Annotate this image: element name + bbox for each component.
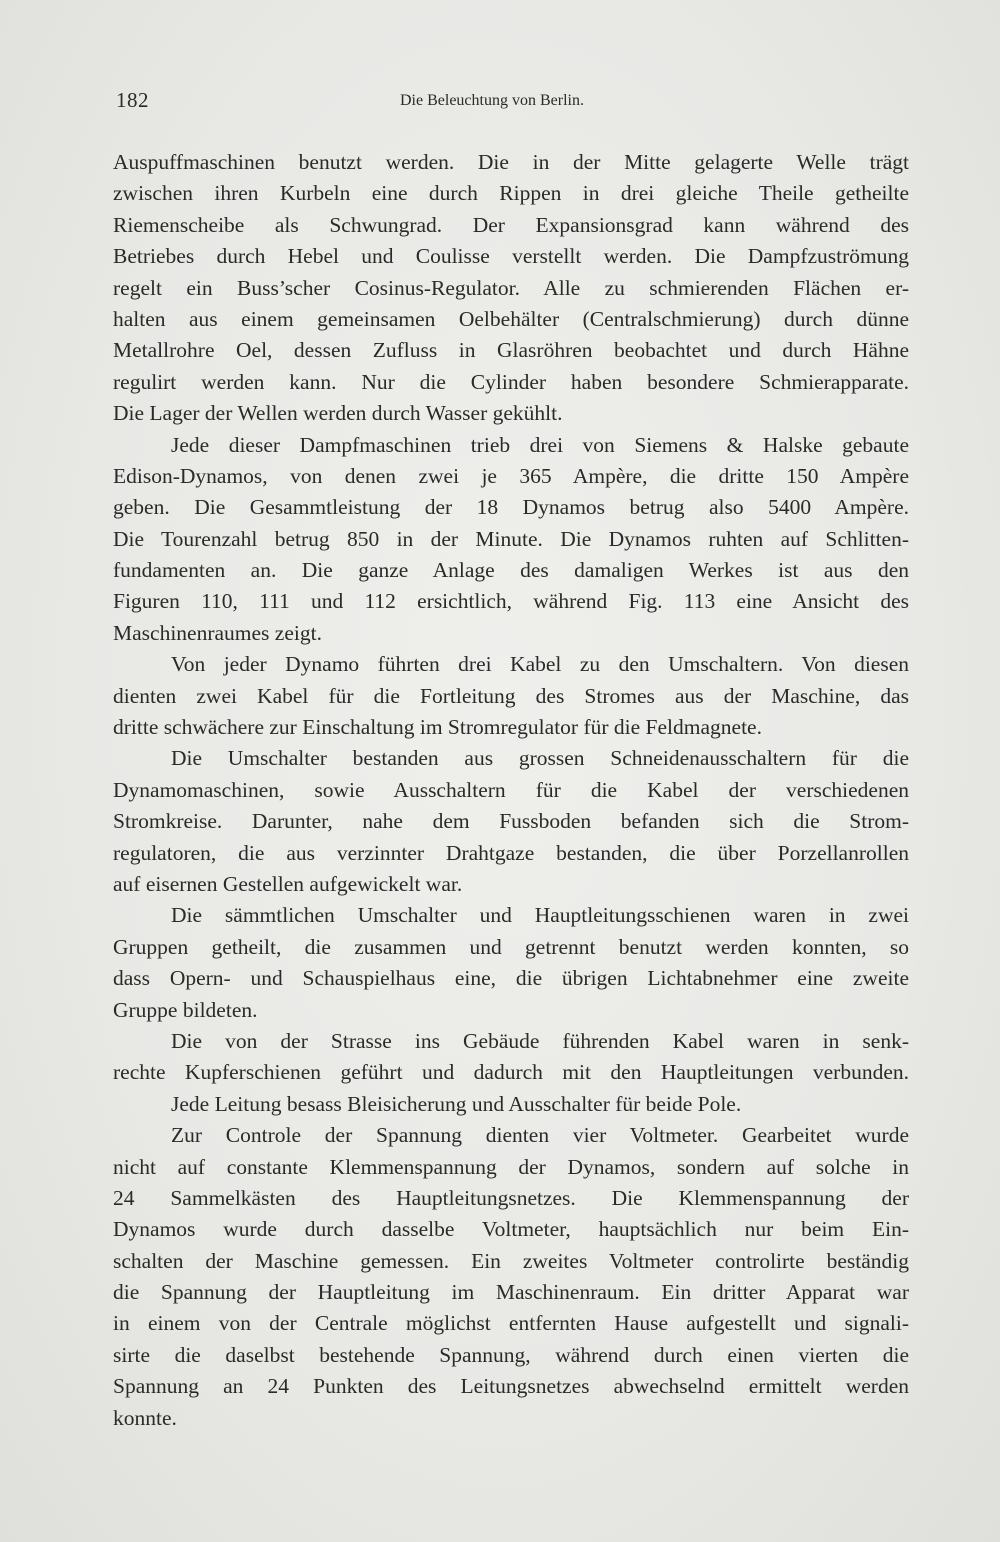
text-line: regelt ein Buss’scher Cosinus-Regulator. Alle zu schmierenden Flächen er- <box>113 275 909 300</box>
text-line: Dynamos wurde durch dasselbe Voltmeter, hauptsächlich nur beim Ein- <box>113 1217 909 1242</box>
text-line: Stromkreise. Darunter, nahe dem Fussboden befanden sich die Strom- <box>113 809 909 834</box>
text-line: in einem von der Centrale möglichst entfernten Hause aufgestellt und signali- <box>113 1311 909 1336</box>
text-line: halten aus einem gemeinsamen Oelbehälter (Centralschmierung) durch dünne <box>113 306 909 331</box>
text-line: zwischen ihren Kurbeln eine durch Rippen in drei gleiche Theile getheilte <box>113 181 909 206</box>
text-line: konnte. <box>113 1405 177 1430</box>
text-line: Von jeder Dynamo führten drei Kabel zu den Umschaltern. Von diesen <box>171 652 909 677</box>
text-line: Zur Controle der Spannung dienten vier Voltmeter. Gearbeitet wurde <box>171 1123 909 1148</box>
text-line: dritte schwächere zur Einschaltung im Stromregulator für die Feldmagnete. <box>113 715 762 740</box>
text-line: Gruppen getheilt, die zusammen und getrennt benutzt werden konnten, so <box>113 934 909 959</box>
text-line: Die Umschalter bestanden aus grossen Schneidenausschaltern für die <box>171 746 909 771</box>
text-line: Betriebes durch Hebel und Coulisse verstellt werden. Die Dampfzuströmung <box>113 244 909 269</box>
text-line: Figuren 110, 111 und 112 ersichtlich, während Fig. 113 eine Ansicht des <box>113 589 909 614</box>
text-line: 24 Sammelkästen des Hauptleitungsnetzes. Die Klemmenspannung der <box>113 1185 909 1210</box>
text-line: Gruppe bildeten. <box>113 997 258 1022</box>
text-line: sirte die daselbst bestehende Spannung, während durch einen vierten die <box>113 1342 909 1367</box>
text-line: Riemenscheibe als Schwungrad. Der Expansionsgrad kann während des <box>113 212 909 237</box>
text-line: regulirt werden kann. Nur die Cylinder haben besondere Schmierapparate. <box>113 369 909 394</box>
text-line: Edison-Dynamos, von denen zwei je 365 Ampère, die dritte 150 Ampère <box>113 463 909 488</box>
text-line: schalten der Maschine gemessen. Ein zweites Voltmeter controlirte beständig <box>113 1248 909 1273</box>
text-line: regulatoren, die aus verzinnter Drahtgaze bestanden, die über Porzellanrollen <box>113 840 909 865</box>
text-line: die Spannung der Hauptleitung im Maschinenraum. Ein dritter Apparat war <box>113 1280 909 1305</box>
text-line: Die sämmtlichen Umschalter und Hauptleitungsschienen waren in zwei <box>171 903 909 928</box>
text-line: Jede dieser Dampfmaschinen trieb drei von Siemens & Halske gebaute <box>171 432 909 457</box>
text-line: Auspuffmaschinen benutzt werden. Die in der Mitte gelagerte Welle trägt <box>113 150 909 174</box>
text-line: nicht auf constante Klemmenspannung der Dynamos, sondern auf solche in <box>113 1154 909 1179</box>
running-title: Die Beleuchtung von Berlin. <box>400 92 584 109</box>
text-line: auf eisernen Gestellen aufgewickelt war. <box>113 871 463 896</box>
page-header <box>116 88 906 118</box>
text-line: Spannung an 24 Punkten des Leitungsnetzes abwechselnd ermittelt werden <box>113 1374 909 1399</box>
page-number: 182 <box>116 88 149 112</box>
body-text <box>113 147 909 1434</box>
text-line: Maschinenraumes zeigt. <box>113 620 322 645</box>
text-line: fundamenten an. Die ganze Anlage des damaligen Werkes ist aus den <box>113 558 909 583</box>
text-line: Die Tourenzahl betrug 850 in der Minute. Die Dynamos ruhten auf Schlitten- <box>113 526 909 551</box>
text-line: geben. Die Gesammtleistung der 18 Dynamos betrug also 5400 Ampère. <box>113 495 909 520</box>
text-line: dass Opern- und Schauspielhaus eine, die übrigen Lichtabnehmer eine zweite <box>113 966 909 991</box>
text-line: Dynamomaschinen, sowie Ausschaltern für die Kabel der verschiedenen <box>113 777 909 802</box>
text-line: Die Lager der Wellen werden durch Wasser gekühlt. <box>113 401 563 426</box>
text-line: Jede Leitung besass Bleisicherung und Ausschalter für beide Pole. <box>171 1091 742 1116</box>
text-line: Metallrohre Oel, dessen Zufluss in Glasröhren beobachtet und durch Hähne <box>113 338 909 363</box>
text-line: dienten zwei Kabel für die Fortleitung des Stromes aus der Maschine, das <box>113 683 909 708</box>
text-line: rechte Kupferschienen geführt und dadurch mit den Hauptleitungen verbunden. <box>113 1060 909 1085</box>
text-line: Die von der Strasse ins Gebäude führenden Kabel waren in senk- <box>171 1028 909 1053</box>
